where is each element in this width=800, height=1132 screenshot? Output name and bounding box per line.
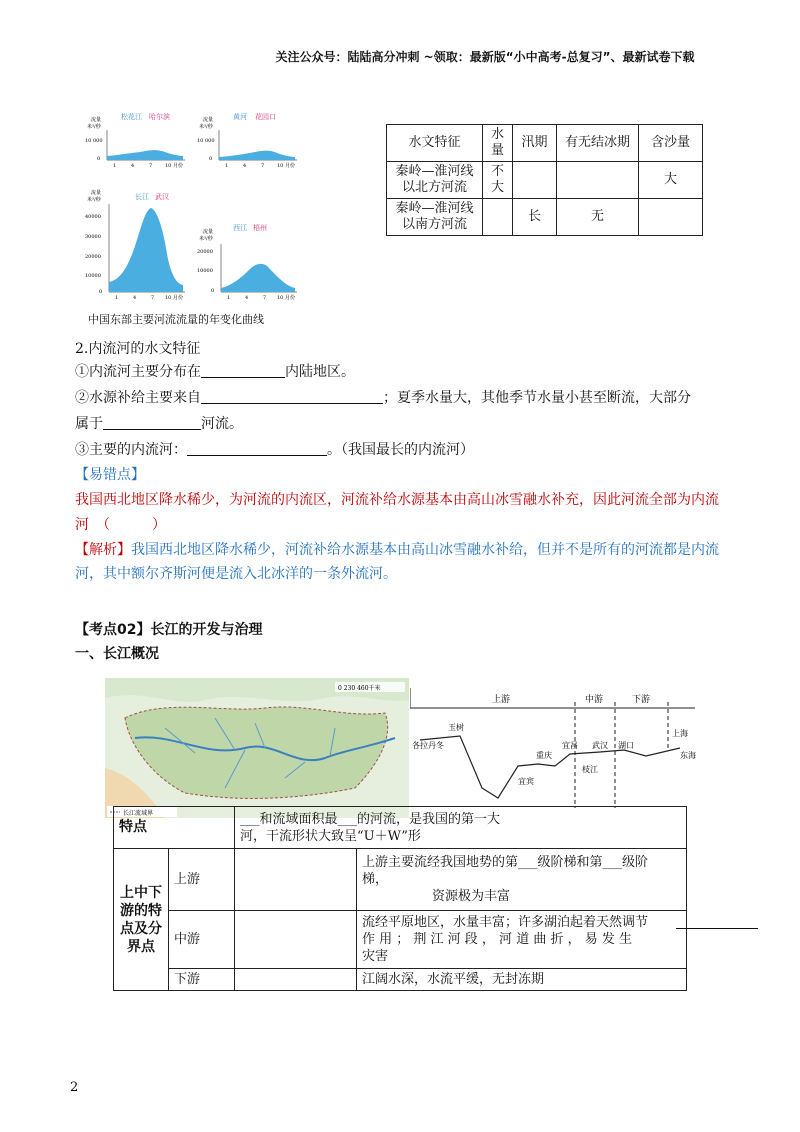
segment-name: 下游 xyxy=(169,969,235,991)
fill-blank[interactable] xyxy=(103,414,201,430)
chart-huanghe xyxy=(197,108,302,168)
section2-line2 xyxy=(75,388,691,408)
chart-unit-label: 流量 xyxy=(203,117,214,123)
row-label-segments: 上中下游的特点及分界点 xyxy=(114,849,169,991)
profile-place: 上海 xyxy=(672,729,688,738)
chart-unit-label: 流量 xyxy=(91,190,102,196)
xtick: 4 xyxy=(131,163,135,168)
chart-river-label: 松花江 xyxy=(121,113,142,121)
map-scale: 0 230 460千米 xyxy=(338,685,381,692)
chart-river-label: 黄河 xyxy=(233,113,247,121)
profile-place: 武汉 xyxy=(592,741,608,750)
table-cell xyxy=(357,911,687,969)
map-legend: 长江流域界 xyxy=(123,810,154,817)
xtick: 10 月份 xyxy=(277,163,295,168)
ytick: 0 xyxy=(97,156,101,162)
profile-upper: 上游 xyxy=(492,695,511,705)
table-cell: 江阔水深，水流平缓，无封冻期 xyxy=(357,969,687,991)
yangtze-basin-map xyxy=(105,678,409,818)
chart-unit-label: 流量 xyxy=(91,117,102,123)
table-cell: 无 xyxy=(557,199,639,236)
fill-blank[interactable] xyxy=(676,928,758,929)
cell-text: 上游主要流经我国地势的第___级阶梯和第___级阶 xyxy=(362,855,649,870)
table-cell xyxy=(235,807,687,849)
chart-changjiang xyxy=(85,188,190,300)
chart-caption: 中国东部主要河流流量的年变化曲线 xyxy=(88,313,264,326)
table-cell[interactable] xyxy=(235,969,357,991)
chart-station-label: 武汉 xyxy=(155,193,169,201)
analysis-line-1 xyxy=(75,540,719,560)
section2-line3 xyxy=(75,414,243,434)
ytick: 40000 xyxy=(85,214,101,220)
table-cell[interactable] xyxy=(235,911,357,969)
xtick: 7 xyxy=(149,163,153,168)
ytick: 0 xyxy=(211,288,215,294)
ytick: 20000 xyxy=(197,249,213,255)
profile-place: 宜昌 xyxy=(562,741,578,750)
chart-station-label: 花园口 xyxy=(255,113,276,121)
profile-place: 重庆 xyxy=(536,751,552,760)
table-header: 水量 xyxy=(483,125,513,162)
xtick: 7 xyxy=(151,295,155,300)
profile-place: 各拉丹冬 xyxy=(412,741,444,750)
ytick: 30000 xyxy=(85,234,101,240)
chart-unit: 米³/秒 xyxy=(199,236,213,242)
table-header-row xyxy=(387,125,703,162)
xtick: 1 xyxy=(113,163,117,168)
table-row xyxy=(114,911,687,969)
error-text-2: 河 （ ） xyxy=(75,517,166,533)
cell-text: ___和流域面积最___的河流，是我国的第一大 xyxy=(240,811,501,827)
ytick: 10 000 xyxy=(85,138,103,144)
cell-text: 流经平原地区，水量丰富；许多湖泊起着天然调节 xyxy=(362,915,649,930)
yangtze-table xyxy=(113,806,687,991)
xtick: 1 xyxy=(115,295,119,300)
profile-place: 玉树 xyxy=(448,723,464,732)
profile-place: 东海 xyxy=(680,751,696,760)
fill-blank[interactable] xyxy=(187,440,327,456)
river-flow-charts xyxy=(85,108,305,303)
table-header: 有无结冰期 xyxy=(557,125,639,162)
xtick: 10 月份 xyxy=(165,295,183,300)
table-row xyxy=(387,162,703,199)
hydrology-table xyxy=(386,124,703,236)
cell-text: 灾害 xyxy=(362,949,389,964)
profile-middle: 中游 xyxy=(585,695,604,705)
kaodian-subtitle: 一、长江概况 xyxy=(75,646,159,662)
chart-xijiang xyxy=(197,220,302,300)
table-row xyxy=(387,199,703,236)
xtick: 10 月份 xyxy=(277,295,295,300)
section2-title: 2.内流河的水文特征 xyxy=(75,341,201,357)
text: 河流。 xyxy=(201,416,243,432)
fill-blank[interactable] xyxy=(201,362,285,378)
text: ③主要的内流河： xyxy=(75,442,187,458)
ytick: 0 xyxy=(99,289,103,295)
xtick: 7 xyxy=(263,295,267,300)
table-cell: 长 xyxy=(513,199,557,236)
text: ；夏季水量大，其他季节水量小甚至断流，大部分 xyxy=(383,390,691,406)
ytick: 0 xyxy=(209,156,213,162)
xtick: 10 月份 xyxy=(165,163,183,168)
analysis-label: 【解析】 xyxy=(75,542,131,558)
chart-station-label: 哈尔滨 xyxy=(149,113,170,121)
error-text-1: 我国西北地区降水稀少，为河流的内流区，河流补给水源基本由高山冰雪融水补充，因此河流全部为内流 xyxy=(75,492,719,508)
xtick: 4 xyxy=(133,295,137,300)
profile-place: 湖口 xyxy=(618,741,634,750)
cell-text: 梯， xyxy=(362,872,389,887)
text: 属于 xyxy=(75,416,103,432)
cell-text: 河，干流形状大致呈“U＋W”形 xyxy=(240,828,421,844)
table-header: 汛期 xyxy=(513,125,557,162)
ytick: 10000 xyxy=(197,268,213,274)
ytick: 20000 xyxy=(85,254,101,260)
table-cell: 不大 xyxy=(483,162,513,199)
cell-text: 资源极为丰富 xyxy=(432,889,511,904)
chart-river-label: 长江 xyxy=(135,193,149,201)
analysis-text: 我国西北地区降水稀少，河流补给水源基本由高山冰雪融水补给，但并不是所有的河流都是内流 xyxy=(131,542,719,558)
chart-unit: 米³/秒 xyxy=(199,124,213,130)
error-label: 【易错点】 xyxy=(75,467,145,483)
table-cell xyxy=(357,849,687,911)
table-cell xyxy=(639,199,703,236)
yangtze-profile-sketch xyxy=(410,688,700,808)
chart-river-label: 西江 xyxy=(233,224,247,232)
table-header: 含沙量 xyxy=(639,125,703,162)
cell-text: 作 用 ； 荆 江 河 段 ， 河 道 曲 折 ， 易 发 生 xyxy=(362,932,632,947)
text: ①内流河主要分布在 xyxy=(75,364,201,380)
section2-line4 xyxy=(75,440,474,460)
table-row xyxy=(114,849,687,911)
table-row xyxy=(114,969,687,991)
row-label-features: 特点 xyxy=(114,807,235,849)
text: 内陆地区。 xyxy=(285,364,355,380)
segment-name: 中游 xyxy=(169,911,235,969)
chart-unit-label: 流量 xyxy=(203,229,214,235)
table-header: 水文特征 xyxy=(387,125,483,162)
ytick: 10 000 xyxy=(197,138,215,144)
chart-unit: 米³/秒 xyxy=(87,197,101,203)
xtick: 4 xyxy=(243,163,247,168)
segment-name: 上游 xyxy=(169,849,235,911)
text: ②水源补给主要来自 xyxy=(75,390,201,406)
chart-station-label: 梧州 xyxy=(253,224,267,232)
section2-line1 xyxy=(75,362,355,382)
xtick: 1 xyxy=(225,163,229,168)
table-cell: 秦岭—淮河线以北方河流 xyxy=(387,162,483,199)
table-cell xyxy=(513,162,557,199)
table-cell xyxy=(483,199,513,236)
ytick: 10000 xyxy=(85,273,101,279)
table-cell: 秦岭—淮河线以南方河流 xyxy=(387,199,483,236)
analysis-line-2: 河，其中额尔齐斯河便是流入北冰洋的一条外流河。 xyxy=(75,566,397,582)
text: 。（我国最长的内流河） xyxy=(327,442,474,458)
table-row xyxy=(114,807,687,849)
page-number: 2 xyxy=(70,1080,79,1095)
table-cell[interactable] xyxy=(235,849,357,911)
profile-place: 宜宾 xyxy=(518,777,534,786)
table-cell: 大 xyxy=(639,162,703,199)
xtick: 4 xyxy=(245,295,249,300)
chart-unit: 米³/秒 xyxy=(87,124,101,130)
profile-place: 枝江 xyxy=(582,765,598,774)
table-cell xyxy=(557,162,639,199)
page-header: 关注公众号：陆陆高分冲刺 ~领取：最新版“小中高考-总复习”、最新试卷下载 xyxy=(275,50,695,64)
kaodian-title: 【考点02】长江的开发与治理 xyxy=(75,622,263,638)
profile-lower: 下游 xyxy=(632,695,651,705)
xtick: 7 xyxy=(261,163,265,168)
fill-blank[interactable] xyxy=(201,388,383,404)
xtick: 1 xyxy=(227,295,231,300)
chart-songhua xyxy=(85,108,190,168)
